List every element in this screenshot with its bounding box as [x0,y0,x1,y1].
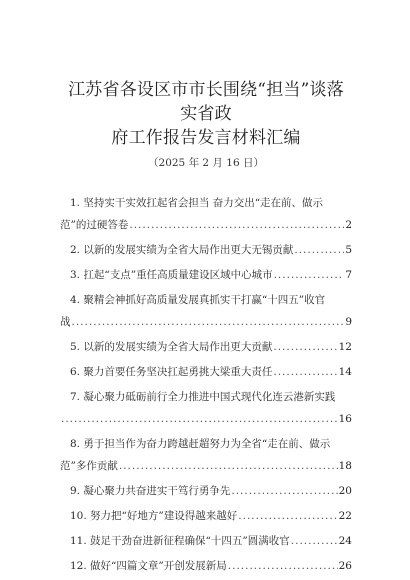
toc-entry-title-continued: 范”多作贡献 [60,460,118,472]
toc-entry-title-continued: 战 [60,316,71,328]
toc-page-number: 14 [338,366,352,378]
toc-page-number: 22 [338,510,352,522]
toc-dot-leader [274,264,345,286]
toc-page-number: 9 [345,316,352,328]
toc-entry[interactable] [60,239,352,261]
toc-dot-leader [119,455,338,477]
table-of-contents [60,192,352,577]
toc-entry-title-continued: 范”的过硬答卷 [60,219,129,231]
document-title-line-2: 府工作报告发言材料汇编 [111,128,301,148]
toc-entry[interactable] [60,386,352,430]
toc-entry-title: 9. 凝心聚力共奋进实干笃行勇争先 [70,485,231,497]
toc-page-number: 12 [338,341,352,353]
toc-dot-leader [273,336,337,358]
toc-entry[interactable] [60,530,352,552]
toc-dot-leader [238,505,337,527]
toc-entry[interactable] [60,289,352,333]
toc-entry-title: 10. 努力把“好地方”建设得越来越好 [70,510,238,522]
toc-entry-title: 12. 做好“四篇文章”开创发展新局 [70,560,227,572]
toc-page-number: 5 [345,244,352,256]
toc-dot-leader [273,361,337,383]
toc-dot-leader [231,480,337,502]
toc-page-number: 7 [345,269,352,281]
toc-page-number: 16 [338,413,352,425]
toc-entry-title: 7. 凝心聚力砥砺前行全力推进中国式现代化连云港新实践 [70,391,336,403]
toc-entry-title: 5. 以新的发展实绩为全省大局作出更大贡献 [70,341,273,353]
toc-entry-title: 4. 聚精会神抓好高质量发展真抓实干打赢“十四五”收官 [70,294,326,306]
toc-entry[interactable] [60,433,352,477]
toc-dot-leader [294,239,344,261]
toc-entry-title: 3. 扛起“支点”重任高质量建设区域中心城市 [70,269,273,281]
toc-entry[interactable] [60,505,352,527]
toc-entry[interactable] [60,192,352,236]
toc-dot-leader [291,530,338,552]
toc-page-number: 2 [345,219,352,231]
toc-dot-leader [228,555,338,577]
toc-entry-title: 8. 勇于担当作为奋力跨越赶超努力为全省“走在前、做示 [70,438,331,450]
document-title [60,0,352,150]
toc-page-number: 20 [338,485,352,497]
toc-entry[interactable] [60,264,352,286]
toc-entry-title: 11. 鼓足干劲奋进新征程确保“十四五”圆满收官 [70,535,290,547]
toc-entry[interactable] [60,336,352,358]
toc-dot-leader [72,311,345,333]
toc-dot-leader [61,408,338,430]
toc-entry-title: 6. 聚力首要任务坚决扛起勇挑大梁重大责任 [70,366,273,378]
toc-page-number: 18 [338,460,352,472]
toc-entry[interactable] [60,480,352,502]
toc-page-number: 24 [338,535,352,547]
document-date: （2025 年 2 月 16 日） [148,157,264,169]
toc-dot-leader [129,214,344,236]
toc-page-number: 26 [338,560,352,572]
toc-entry-title: 1. 坚持实干实效扛起省会担当 奋力交出“走在前、做示 [70,197,324,209]
document-title-line-1: 江苏省各设区市市长围绕“担当”谈落实省政 [68,80,344,124]
toc-entry-title: 2. 以新的发展实绩为全省大局作出更大无锡贡献 [70,244,294,256]
toc-entry[interactable] [60,555,352,577]
toc-entry[interactable] [60,361,352,383]
